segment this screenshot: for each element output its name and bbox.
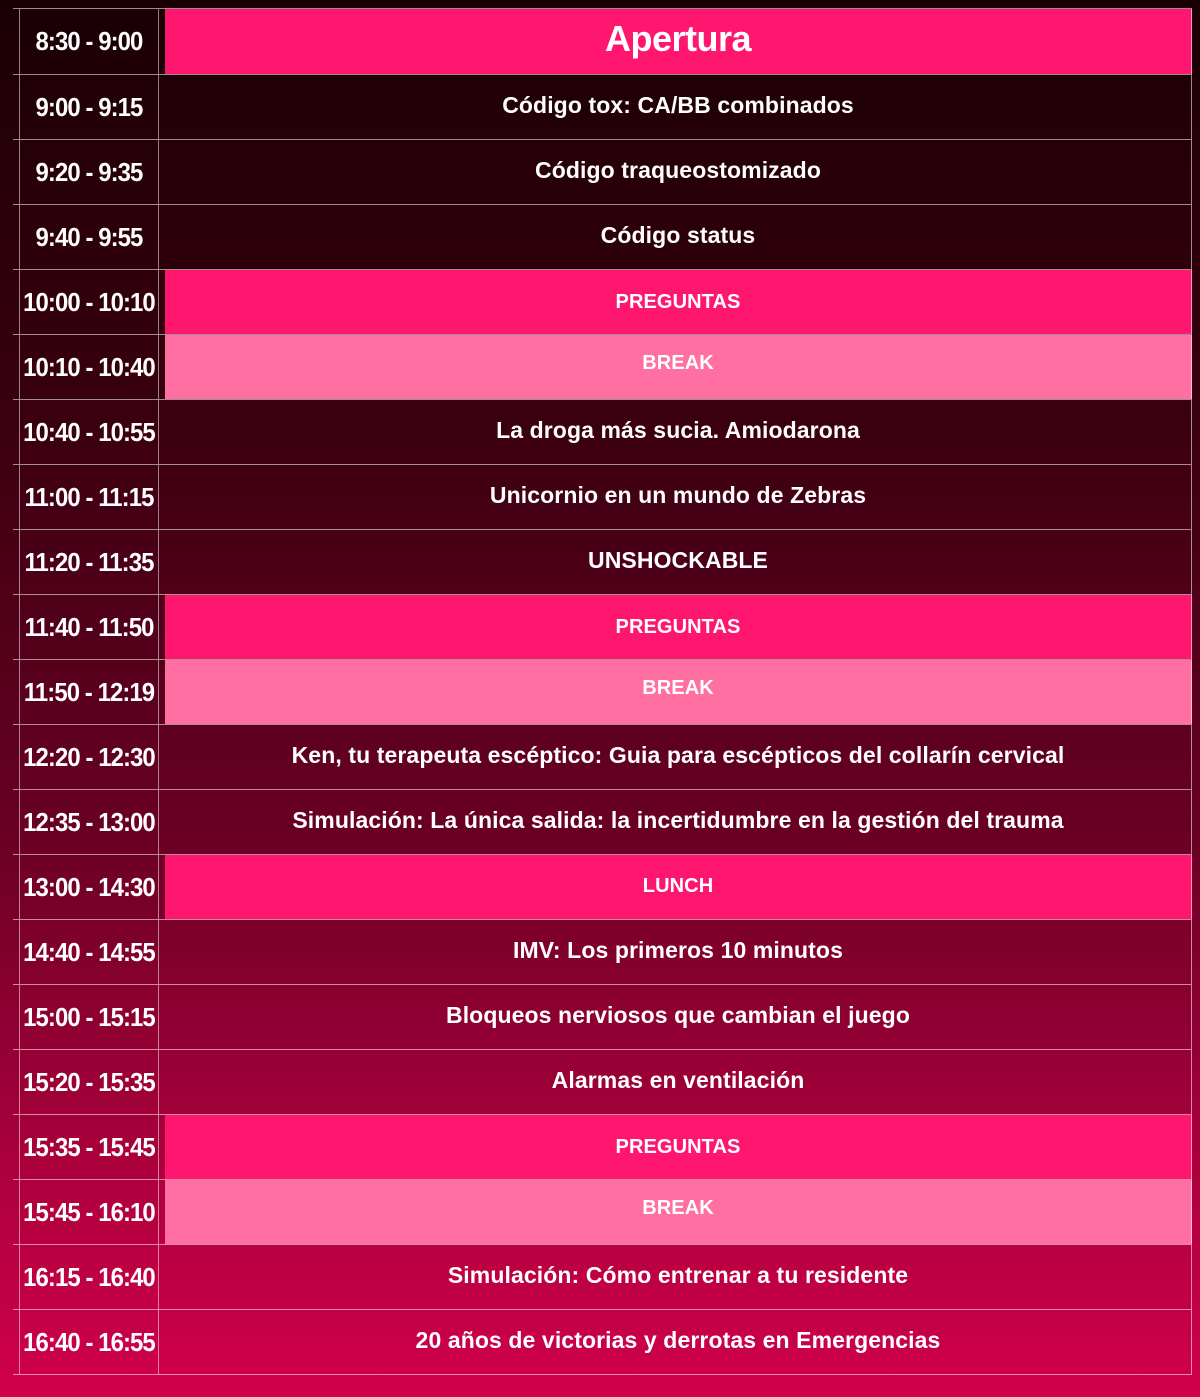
schedule-row — [13, 660, 1192, 725]
time-slot: 15:20 - 15:35 — [19, 1050, 159, 1114]
schedule-row — [13, 1245, 1192, 1310]
schedule-row — [13, 1050, 1192, 1115]
schedule-row — [13, 985, 1192, 1050]
schedule-row — [13, 725, 1192, 790]
schedule-row — [13, 855, 1192, 920]
time-slot: 8:30 - 9:00 — [19, 9, 159, 74]
time-slot: 15:35 - 15:45 — [19, 1115, 159, 1179]
time-slot: 10:00 - 10:10 — [19, 270, 159, 334]
schedule-row — [13, 1310, 1192, 1375]
time-slot: 13:00 - 14:30 — [19, 855, 159, 919]
break-block: BREAK — [165, 335, 1192, 399]
time-slot: 14:40 - 14:55 — [19, 920, 159, 984]
session-title: Simulación: La única salida: la incertidumbre en la gestión del trauma — [165, 790, 1192, 854]
time-slot: 12:20 - 12:30 — [19, 725, 159, 789]
schedule-row — [13, 920, 1192, 985]
time-slot: 11:40 - 11:50 — [19, 595, 159, 659]
questions-block: PREGUNTAS — [165, 270, 1192, 334]
schedule-row — [13, 530, 1192, 595]
schedule-row — [13, 1180, 1192, 1245]
schedule-row — [13, 75, 1192, 140]
session-title: Simulación: Cómo entrenar a tu residente — [165, 1245, 1192, 1309]
time-slot: 9:20 - 9:35 — [19, 140, 159, 204]
schedule-row — [13, 205, 1192, 270]
schedule-row — [13, 9, 1192, 75]
schedule-row — [13, 400, 1192, 465]
break-block: BREAK — [165, 1180, 1192, 1244]
session-title: Código status — [165, 205, 1192, 269]
time-slot: 10:10 - 10:40 — [19, 335, 159, 399]
session-title: Ken, tu terapeuta escéptico: Guia para escépticos del collarín cervical — [165, 725, 1192, 789]
questions-block: PREGUNTAS — [165, 595, 1192, 659]
time-slot: 16:40 - 16:55 — [19, 1310, 159, 1374]
schedule-row — [13, 595, 1192, 660]
schedule-row — [13, 270, 1192, 335]
time-slot: 15:45 - 16:10 — [19, 1180, 159, 1244]
schedule-row — [13, 140, 1192, 205]
time-slot: 9:00 - 9:15 — [19, 75, 159, 139]
opening-title: Apertura — [165, 9, 1192, 74]
schedule-row — [13, 790, 1192, 855]
time-slot: 16:15 - 16:40 — [19, 1245, 159, 1309]
session-title: Unicornio en un mundo de Zebras — [165, 465, 1192, 529]
schedule-row — [13, 335, 1192, 400]
session-title: Bloqueos nerviosos que cambian el juego — [165, 985, 1192, 1049]
session-title: La droga más sucia. Amiodarona — [165, 400, 1192, 464]
session-title: IMV: Los primeros 10 minutos — [165, 920, 1192, 984]
session-title: Código traqueostomizado — [165, 140, 1192, 204]
time-slot: 12:35 - 13:00 — [19, 790, 159, 854]
questions-block: PREGUNTAS — [165, 1115, 1192, 1179]
time-slot: 11:00 - 11:15 — [19, 465, 159, 529]
session-title: Código tox: CA/BB combinados — [165, 75, 1192, 139]
schedule-row — [13, 465, 1192, 530]
time-slot: 11:50 - 12:19 — [19, 660, 159, 724]
lunch-block: LUNCH — [165, 855, 1192, 919]
break-block: BREAK — [165, 660, 1192, 724]
schedule-table — [13, 8, 1192, 1375]
session-title: UNSHOCKABLE — [165, 530, 1192, 594]
schedule-row — [13, 1115, 1192, 1180]
time-slot: 15:00 - 15:15 — [19, 985, 159, 1049]
time-slot: 11:20 - 11:35 — [19, 530, 159, 594]
time-slot: 9:40 - 9:55 — [19, 205, 159, 269]
session-title: 20 años de victorias y derrotas en Emergencias — [165, 1310, 1192, 1374]
time-slot: 10:40 - 10:55 — [19, 400, 159, 464]
session-title: Alarmas en ventilación — [165, 1050, 1192, 1114]
